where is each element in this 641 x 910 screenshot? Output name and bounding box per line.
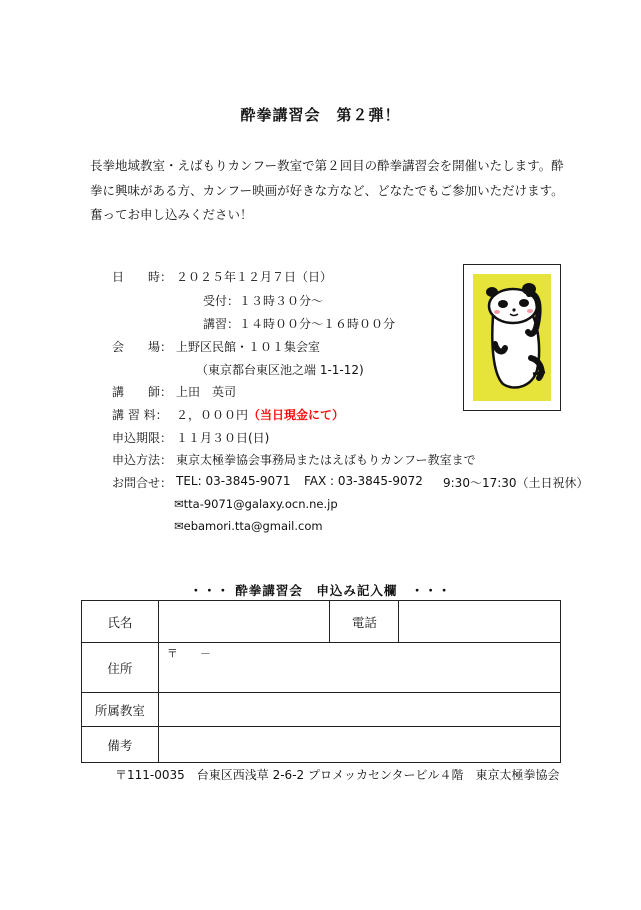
date-value: ２０２５年１２月７日（日） — [176, 270, 333, 284]
intro-line-3: 奮ってお申し込みください！ — [90, 207, 253, 222]
fee-note: （当日現金にて） — [248, 408, 345, 422]
contact-fax: FAX : 03-3845-9072 — [304, 474, 423, 488]
notes-label: 備考 — [82, 727, 159, 763]
contact-tel: TEL: 03-3845-9071 — [176, 474, 291, 488]
intro-line-1: 長拳地域教室・えばもりカンフー教室で第２回目の酔拳講習会を開催いたします。酔 — [90, 158, 564, 173]
deadline-label: 申込期限： — [112, 431, 173, 445]
panda-image-frame — [463, 264, 561, 411]
postal-mark: 〒 － — [166, 647, 211, 660]
phone-field[interactable] — [399, 601, 561, 643]
phone-label: 電話 — [330, 601, 399, 643]
reception-time: 受付：１３時３０分～ — [203, 294, 324, 308]
instructor-label: 講 師： — [112, 385, 173, 399]
venue-value: 上野区民館・１０１集会室 — [176, 340, 321, 354]
name-field[interactable] — [158, 601, 330, 643]
deadline-value: １１月３０日(日) — [176, 431, 270, 445]
intro-line-2: 拳に興味がある方、カンフー映画が好きな方など、どなたでもご参加いただけます。 — [90, 183, 564, 198]
fee-amount: ２，０００円 — [176, 408, 249, 422]
venue-address: （東京都台東区池之端 1-1-12) — [196, 363, 364, 377]
address-field[interactable] — [158, 643, 560, 693]
class-label: 所属教室 — [82, 693, 159, 727]
venue-label: 会 場： — [112, 340, 173, 354]
fee-value — [176, 406, 344, 423]
notes-field[interactable] — [158, 727, 560, 763]
method-value: 東京太極拳協会事務局またはえばもりカンフー教室まで — [176, 453, 476, 467]
email-link-1[interactable]: ✉tta-9071@galaxy.ocn.ne.jp — [174, 497, 338, 511]
application-form-table — [81, 600, 561, 763]
contact-label: お問合せ： — [112, 476, 173, 490]
contact-hours: 9:30～17:30（土日祝休） — [443, 476, 589, 490]
email-link-2[interactable]: ✉ebamori.tta@gmail.com — [174, 519, 323, 533]
footer-address: 〒111-0035 台東区西浅草 2-6-2 プロメッカセンタービル４階 東京太極拳協会 — [115, 768, 560, 782]
class-field[interactable] — [158, 693, 560, 727]
date-label: 日 時： — [112, 270, 173, 284]
address-label: 住所 — [82, 643, 159, 693]
panda-drawing-icon — [473, 274, 551, 401]
page-title: 酔拳講習会 第２弾！ — [240, 106, 401, 124]
method-label: 申込方法： — [112, 453, 173, 467]
fee-label: 講 習 料： — [112, 408, 168, 422]
lecture-time: 講習：１４時００分～１６時００分 — [203, 317, 396, 331]
form-title: ・・・ 酔拳講習会 申込み記入欄 ・・・ — [189, 583, 452, 598]
instructor-value: 上田 英司 — [176, 385, 237, 399]
name-label: 氏名 — [82, 601, 159, 643]
